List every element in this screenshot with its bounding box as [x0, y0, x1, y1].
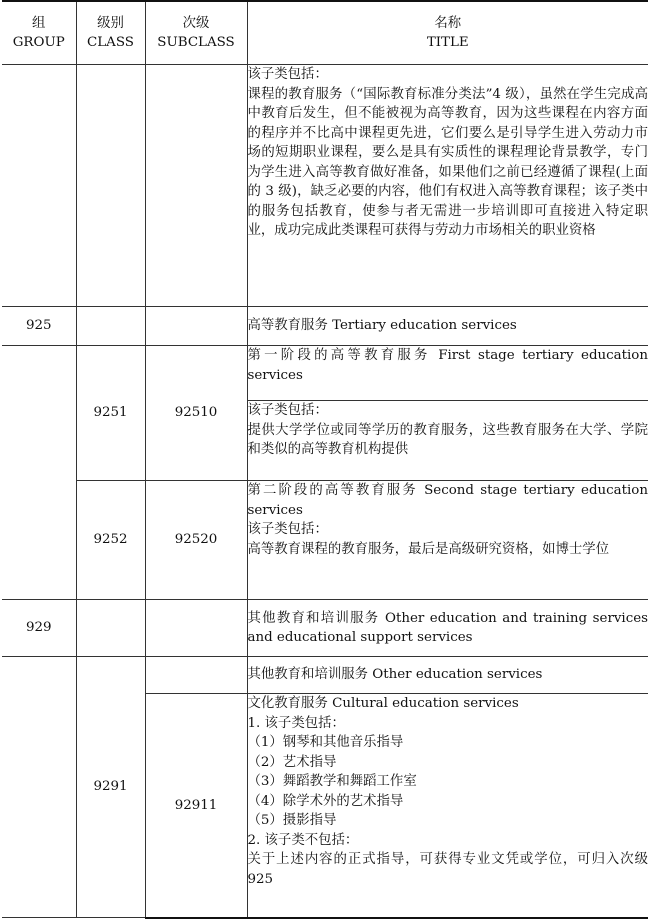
title-line: 提供大学学位或同等学历的教育服务，这些教育服务在大学、学院和类似的高等教育机构提供 — [247, 422, 648, 457]
group-cell: 929 — [2, 600, 76, 657]
title-cell — [247, 481, 648, 600]
header-subclass — [145, 1, 247, 65]
group-cell — [2, 346, 76, 600]
title-line: 该子类包括： — [247, 522, 328, 537]
class-cell: 9252 — [76, 481, 145, 600]
header-row — [2, 1, 648, 65]
title-cell — [247, 694, 648, 918]
table-row — [2, 657, 648, 694]
group-cell — [2, 657, 76, 918]
title-line: （3）舞蹈教学和舞蹈工作室 — [247, 774, 417, 789]
header-subclass-zh: 次级 — [182, 15, 210, 31]
subclass-cell — [145, 65, 247, 307]
subclass-cell — [145, 307, 247, 346]
title-cell — [247, 65, 648, 307]
subclass-cell — [145, 657, 247, 694]
title-line: 该子类包括： — [247, 67, 328, 82]
header-class-en: CLASS — [87, 35, 134, 50]
subclass-cell — [145, 600, 247, 657]
title-line: 关于上述内容的正式指导，可获得专业文凭或学位，可归入次级 925 — [247, 852, 648, 887]
header-group-en: GROUP — [12, 35, 65, 50]
group-cell: 925 — [2, 307, 76, 346]
group-cell — [2, 65, 76, 307]
header-class-zh: 级别 — [97, 15, 124, 31]
table-row — [2, 600, 648, 657]
title-cell: 其他教育和培训服务 Other education and training services and educational support services — [247, 600, 648, 657]
header-title — [247, 1, 648, 65]
subclass-cell: 92510 — [145, 346, 247, 481]
header-subclass-en: SUBCLASS — [157, 35, 235, 50]
title-cell — [247, 401, 648, 481]
title-line: 该子类包括： — [247, 403, 328, 418]
title-line: （1）钢琴和其他音乐指导 — [247, 735, 404, 750]
title-line: 1. 该子类包括： — [247, 715, 345, 731]
title-line: 课程的教育服务（“国际教育标准分类法”4 级），虽然在学生完成高中教育后发生，但不能被视为高等教育，因为这些课程在内容方面的程序并不比高中课程更先进，它们要么是引导学生进入劳动力市场的短期职业课程，要么是具有实质性的课程理论背景教学，专门为学生进入高等教育做好准备，如果他们之前已经遵循了课程(上面的 3 级)，缺乏必要的内容，他们有权进入高等教育课程；该子类中的服务包括教育，使参与者无需进一步培训即可直接进入特定职业，成功完成此类课程可获得与劳动力市场相关的职业资格 — [247, 86, 648, 238]
title-cell: 高等教育服务 Tertiary education services — [247, 307, 648, 346]
title-cell: 其他教育和培训服务 Other education services — [247, 657, 648, 694]
header-title-zh: 名称 — [434, 15, 462, 31]
title-line: 高等教育课程的教育服务，最后是高级研究资格，如博士学位 — [247, 541, 610, 557]
title-cell: 第一阶段的高等教育服务 First stage tertiary education services — [247, 346, 648, 401]
subclass-cell: 92520 — [145, 481, 247, 600]
header-group-zh: 组 — [32, 15, 46, 31]
class-cell — [76, 600, 145, 657]
title-line: 文化教育服务 Cultural education services — [247, 696, 519, 711]
table-row — [2, 481, 648, 600]
title-line: （2）艺术指导 — [247, 754, 337, 770]
header-title-en: TITLE — [426, 35, 469, 50]
title-line: （4）除学术外的艺术指导 — [247, 793, 404, 809]
header-class — [76, 1, 145, 65]
class-cell — [76, 307, 145, 346]
subclass-cell: 92911 — [145, 694, 247, 918]
header-group — [2, 1, 76, 65]
classification-table — [2, 0, 648, 919]
table-row — [2, 65, 648, 307]
class-cell: 9291 — [76, 657, 145, 918]
table-row — [2, 307, 648, 346]
class-cell: 9251 — [76, 346, 145, 481]
title-line: （5）摄影指导 — [247, 813, 337, 828]
class-cell — [76, 65, 145, 307]
table-row — [2, 346, 648, 401]
title-line: 第二阶段的高等教育服务 Second stage tertiary education services — [247, 483, 648, 518]
title-line: 2. 该子类不包括： — [247, 832, 359, 848]
